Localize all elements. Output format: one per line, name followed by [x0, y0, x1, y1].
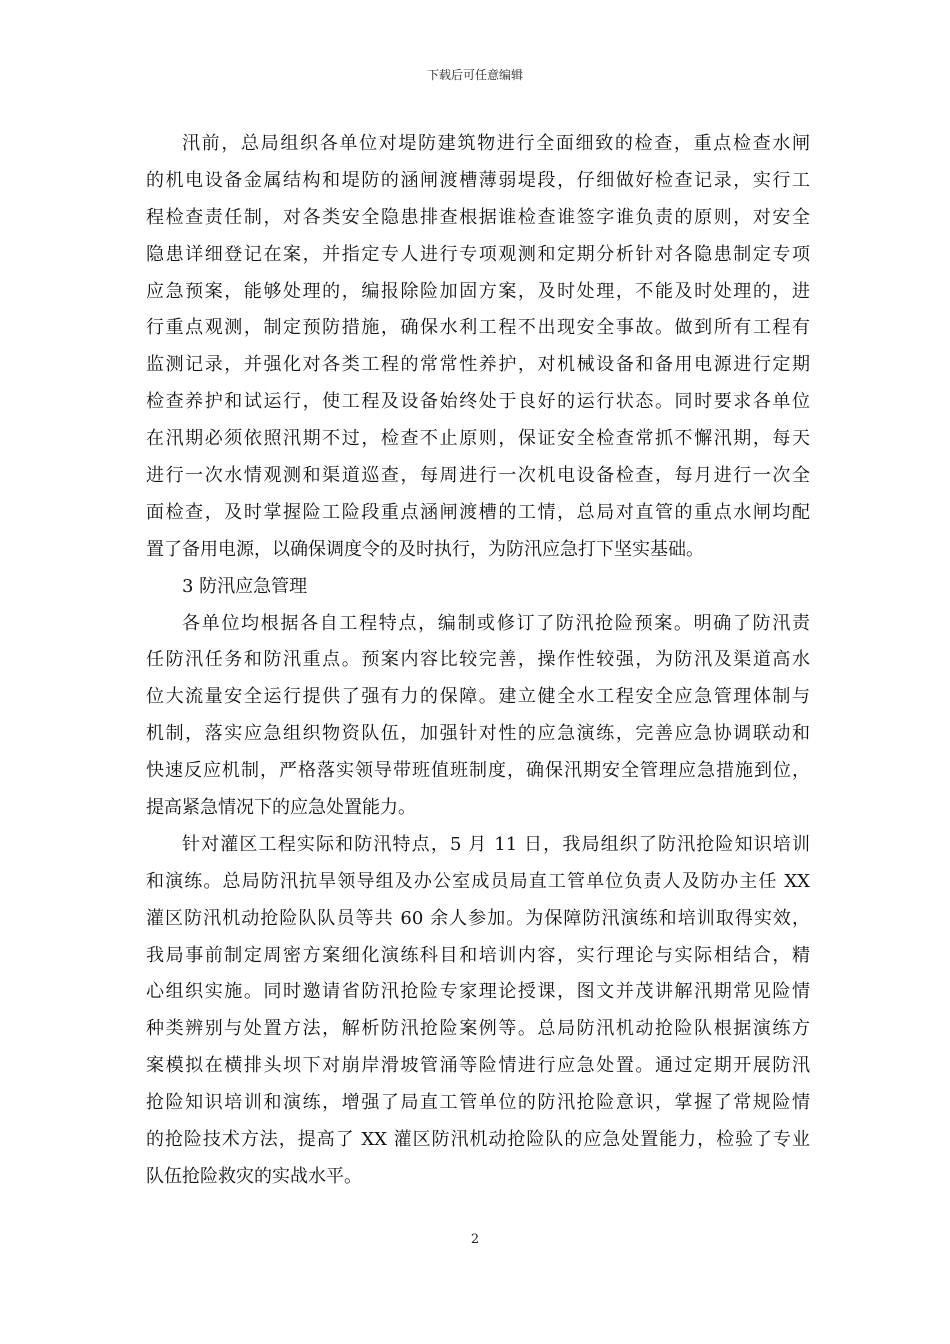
- text-line: 汛前，总局组织各单位对堤防建筑物进行全面细致的检查，重点检查水闸: [182, 133, 810, 154]
- text-line: 各单位均根据各自工程特点，编制或修订了防汛抢险预案。明确了防汛责: [182, 612, 810, 634]
- text-line: 监测记录，并强化对各类工程的常常性养护，对机械设备和备用电源进行定期: [146, 354, 810, 376]
- paragraph: [146, 827, 810, 1196]
- text-line: 位大流量安全运行提供了强有力的保障。建立健全水工程安全应急管理体制与: [146, 686, 810, 708]
- section-heading: 3 防汛应急管理: [182, 575, 308, 597]
- text-line: 程检查责任制，对各类安全隐患排查根据谁检查谁签字谁负责的原则，对安全: [146, 206, 810, 228]
- text-line: 针对灌区工程实际和防汛特点，5 月 11 日，我局组织了防汛抢险知识培训: [182, 833, 810, 855]
- page-header: 下载后可任意编辑: [426, 68, 523, 82]
- text-line: 快速反应机制，严格落实领导带班值班制度，确保汛期安全管理应急措施到位，: [146, 760, 810, 782]
- text-line: 案模拟在横排头坝下对崩岸滑坡管涌等险情进行应急处置。通过定期开展防汛: [146, 1055, 810, 1077]
- text-line: 进行一次水情观测和渠道巡查，每周进行一次机电设备检查，每月进行一次全: [146, 465, 810, 487]
- text-line: 我局事前制定周密方案细化演练科目和培训内容，实行理论与实际相结合，精: [146, 944, 810, 966]
- text-line: 任防汛任务和防汛重点。预案内容比较完善，操作性较强，为防汛及渠道高水: [146, 649, 810, 671]
- document-body: [146, 126, 810, 1196]
- text-line: 应急预案，能够处理的，编报除险加固方案，及时处理，不能及时处理的，进: [146, 280, 810, 302]
- text-line: 行重点观测，制定预防措施，确保水利工程不出现安全事故。做到所有工程有: [146, 317, 810, 339]
- text-line: 抢险知识培训和演练，增强了局直工管单位的防汛抢险意识，掌握了常规险情: [146, 1092, 810, 1114]
- text-line: 在汛期必须依照汛期不过，检查不止原则，保证安全检查常抓不懈汛期，每天: [146, 428, 810, 450]
- text-line: 队伍抢险救灾的实战水平。: [146, 1165, 362, 1187]
- text-line: 的抢险技术方法，提高了 XX 灌区防汛机动抢险队的应急处置能力，检验了专业: [146, 1129, 810, 1151]
- text-line: 的机电设备金属结构和堤防的涵闸渡槽薄弱堤段，仔细做好检查记录，实行工: [146, 169, 810, 191]
- page-number: 2: [470, 1232, 480, 1247]
- text-line: 种类辨别与处置方法，解析防汛抢险案例等。总局防汛机动抢险队根据演练方: [146, 1018, 810, 1040]
- paragraph: [146, 126, 810, 569]
- text-line: 和演练。总局防汛抗旱领导组及办公室成员局直工管单位负责人及防办主任 XX: [146, 870, 810, 892]
- text-line: 机制，落实应急组织物资队伍，加强针对性的应急演练，完善应急协调联动和: [146, 723, 810, 745]
- text-line: 提高紧急情况下的应急处置能力。: [146, 797, 416, 819]
- text-line: 置了备用电源，以确保调度令的及时执行，为防汛应急打下坚实基础。: [146, 538, 704, 560]
- paragraph: [146, 606, 810, 827]
- text-line: 隐患详细登记在案，并指定专人进行专项观测和定期分析针对各隐患制定专项: [146, 243, 810, 265]
- text-line: 检查养护和试运行，使工程及设备始终处于良好的运行状态。同时要求各单位: [146, 391, 810, 413]
- text-line: 灌区防汛机动抢险队队员等共 60 余人参加。为保障防汛演练和培训取得实效，: [146, 907, 810, 929]
- text-line: 心组织实施。同时邀请省防汛抢险专家理论授课，图文并茂讲解汛期常见险情: [146, 981, 810, 1003]
- text-line: 面检查，及时掌握险工险段重点涵闸渡槽的工情，总局对直管的重点水闸均配: [146, 501, 810, 523]
